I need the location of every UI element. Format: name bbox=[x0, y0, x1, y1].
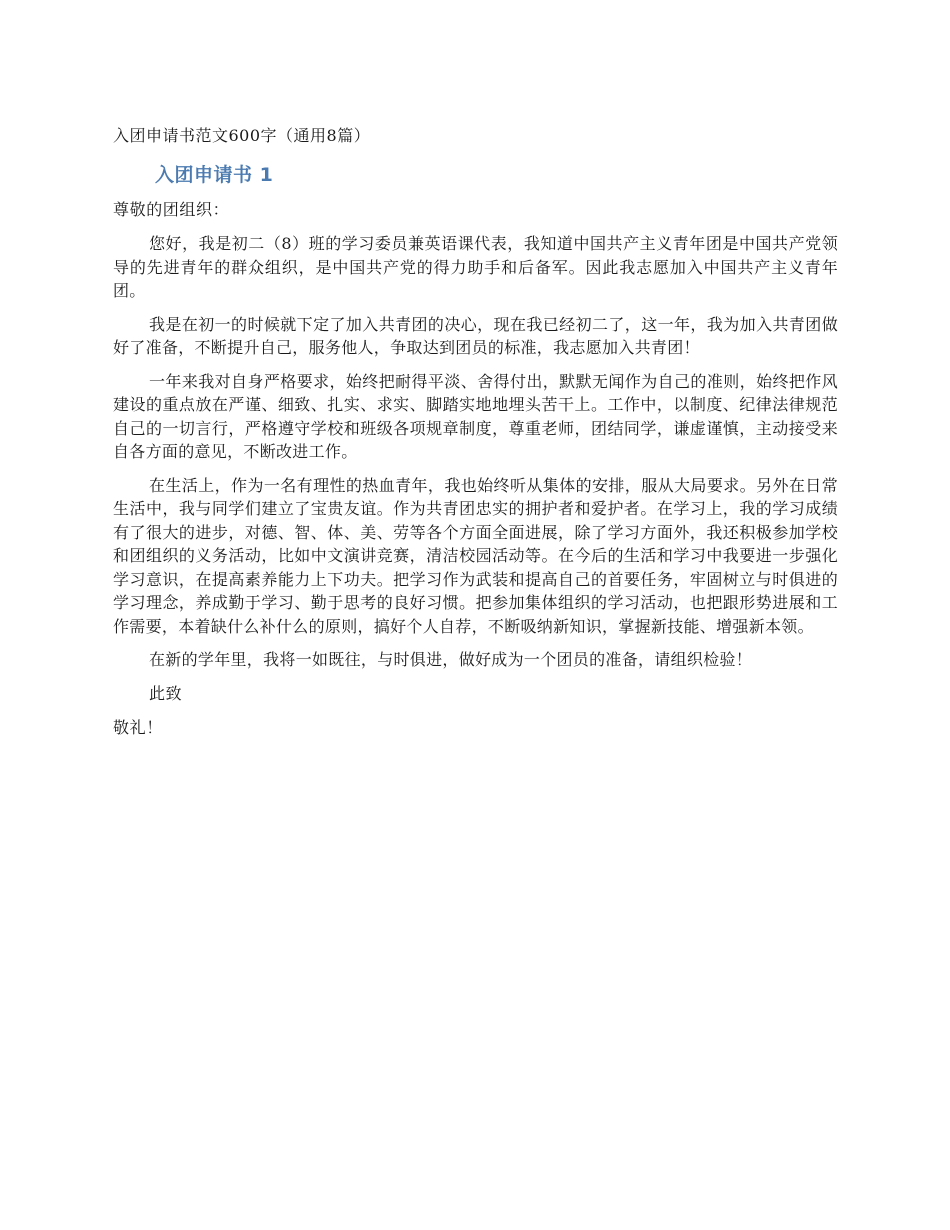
body-paragraph: 一年来我对自身严格要求，始终把耐得平淡、舍得付出，默默无闻作为自己的准则，始终把作风建设的重点放在严谨、细致、扎实、求实、脚踏实地地埋头苦干上。工作中，以制度、纪律法律规范自己的一切言行，严格遵守学校和班级各项规章制度，尊重老师，团结同学，谦虚谨慎，主动接受来自各方面的意见，不断改进工作。 bbox=[113, 371, 838, 461]
body-paragraph: 我是在初一的时候就下定了加入共青团的决心，现在我已经初二了，这一年，我为加入共青团做好了准备，不断提升自己，服务他人，争取达到团员的标准，我志愿加入共青团！ bbox=[113, 314, 838, 357]
document-page bbox=[113, 124, 838, 740]
regards-line: 敬礼！ bbox=[113, 717, 163, 737]
closing-line: 此致 bbox=[149, 683, 183, 703]
body-paragraph: 您好，我是初二（8）班的学习委员兼英语课代表，我知道中国共产主义青年团是中国共产党领导的先进青年的群众组织，是中国共产党的得力助手和后备军。因此我志愿加入中国共产主义青年团。 bbox=[113, 234, 838, 300]
document-title: 入团申请书范文600字（通用8篇） bbox=[113, 126, 371, 145]
body-paragraph: 在生活上，作为一名有理性的热血青年，我也始终听从集体的安排，服从大局要求。另外在日常生活中，我与同学们建立了宝贵友谊。作为共青团忠实的拥护者和爱护者。在学习上，我的学习成绩有了很大的进步，对德、智、体、美、劳等各个方面全面进展，除了学习方面外，我还积极参加学校和团组织的义务活动，比如中文演讲竞赛，清洁校园活动等。在今后的生活和学习中我要进一步强化学习意识，在提高素养能力上下功夫。把学习作为武装和提高自己的首要任务，牢固树立与时俱进的学习理念，养成勤于学习、勤于思考的良好习惯。把参加集体组织的学习活动，也把跟形势进展和工作需要，本着缺什么补什么的原则，搞好个人自荐，不断吸纳新知识，掌握新技能、增强新本领。 bbox=[113, 475, 838, 636]
body-paragraph: 在新的学年里，我将一如既往，与时俱进，做好成为一个团员的准备，请组织检验！ bbox=[149, 650, 753, 669]
section-heading: 入团申请书 1 bbox=[155, 164, 274, 186]
salutation: 尊敬的团组织： bbox=[113, 200, 230, 219]
